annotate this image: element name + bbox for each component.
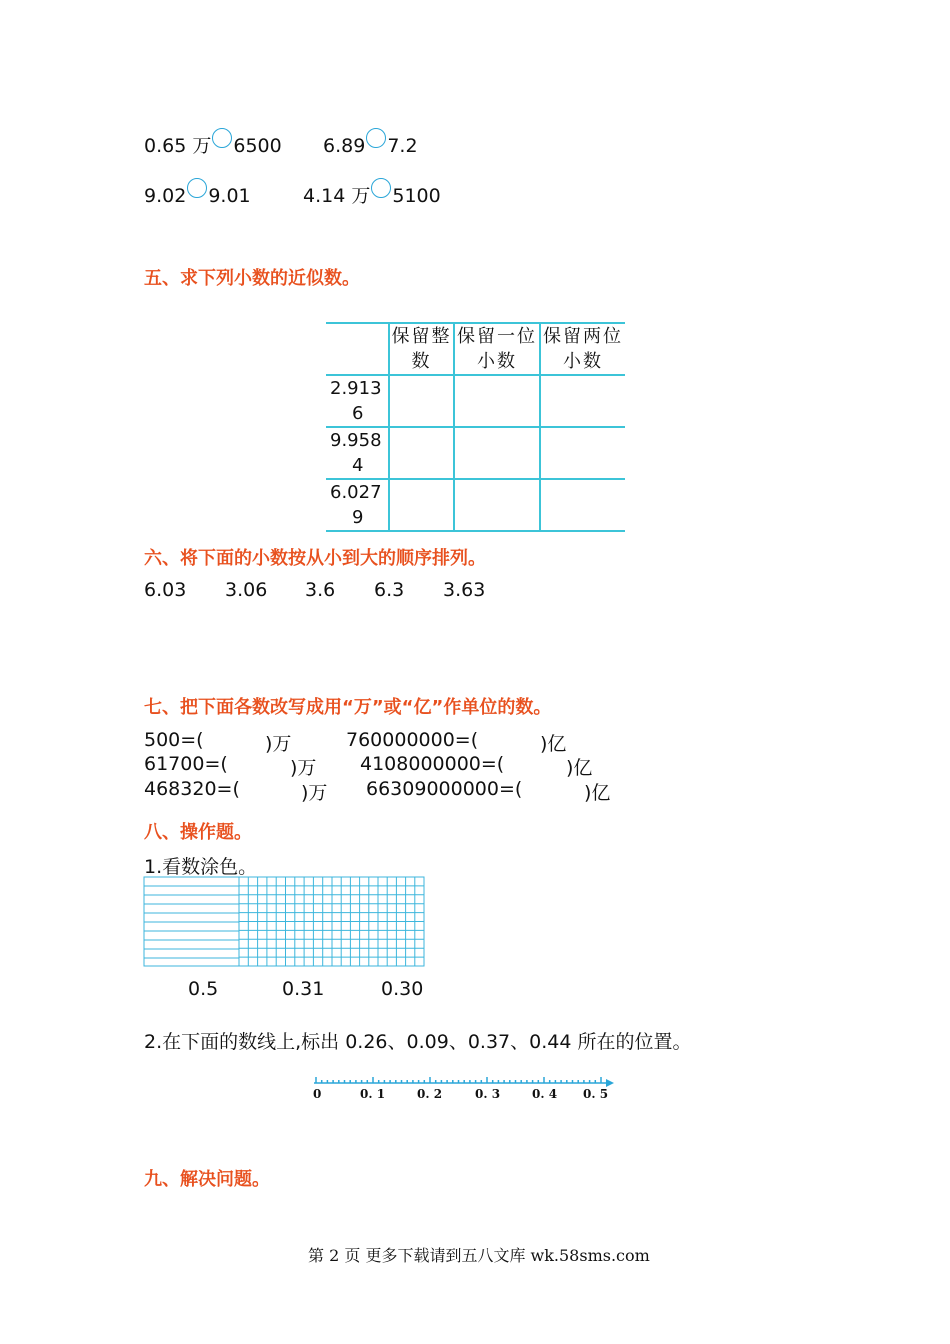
- answer-cell[interactable]: [540, 427, 625, 479]
- section-6-title: 六、将下面的小数按从小到大的顺序排列。: [144, 548, 486, 569]
- section-5-title: 五、求下列小数的近似数。: [144, 268, 360, 289]
- rewrite-unit: )亿: [540, 733, 567, 755]
- rewrite-right: 4108000000=(: [360, 753, 505, 775]
- axis-label: 0. 5: [583, 1087, 609, 1101]
- section-9-title: 九、解决问题。: [144, 1169, 270, 1190]
- rewrite-right: 760000000=(: [346, 729, 479, 751]
- number-cell: 6.027 9: [326, 479, 389, 531]
- number-line[interactable]: [308, 1072, 618, 1108]
- axis-label: 0. 1: [360, 1087, 386, 1101]
- question-2: 2.在下面的数线上,标出 0.26、0.09、0.37、0.44 所在的位置。: [144, 1031, 692, 1053]
- table-row: [326, 427, 625, 479]
- compare-left: 9.02: [144, 185, 187, 207]
- rewrite-right: 66309000000=(: [366, 778, 523, 800]
- compare-right: 9.01: [208, 185, 251, 207]
- axis-label: 0. 2: [417, 1087, 443, 1101]
- number-cell: 2.913 6: [326, 375, 389, 427]
- table-row: [326, 479, 625, 531]
- compare-right: 5100: [392, 185, 441, 207]
- section-8-title: 八、操作题。: [144, 822, 252, 843]
- axis-label: 0: [313, 1087, 322, 1101]
- compare-left: 6.89: [323, 135, 366, 157]
- compare-item: [323, 128, 418, 157]
- compare-circle-blank[interactable]: [371, 178, 391, 198]
- rewrite-left: 468320=(: [144, 778, 240, 800]
- rewrite-unit: )亿: [566, 757, 593, 779]
- axis-label: 0. 3: [475, 1087, 501, 1101]
- header-cell: 保留两位 小数: [540, 323, 625, 375]
- header-cell: 保留整 数: [389, 323, 454, 375]
- compare-row-2: [144, 178, 251, 207]
- arrow-icon: [606, 1079, 614, 1087]
- header-cell: 保留一位 小数: [454, 323, 540, 375]
- answer-cell[interactable]: [454, 427, 540, 479]
- answer-cell[interactable]: [389, 479, 454, 531]
- rewrite-left: 500=(: [144, 729, 204, 751]
- compare-circle-blank[interactable]: [212, 128, 232, 148]
- answer-cell[interactable]: [389, 375, 454, 427]
- section-7-title: 七、把下面各数改写成用“万”或“亿”作单位的数。: [144, 697, 552, 718]
- number-cell: 9.958 4: [326, 427, 389, 479]
- rewrite-unit: )万: [290, 757, 317, 779]
- compare-left: 0.65 万: [144, 135, 212, 157]
- answer-cell[interactable]: [454, 375, 540, 427]
- compare-circle-blank[interactable]: [366, 128, 386, 148]
- axis-label: 0. 4: [532, 1087, 558, 1101]
- question-1: 1.看数涂色。: [144, 856, 258, 878]
- grid-label: 0.30: [381, 978, 424, 1000]
- compare-row-1: [144, 128, 282, 158]
- grid-label: 0.31: [282, 978, 325, 1000]
- sort-number: 6.3: [374, 579, 405, 601]
- table-row: [326, 375, 625, 427]
- rewrite-unit: )万: [301, 782, 328, 804]
- compare-circle-blank[interactable]: [187, 178, 207, 198]
- sort-number: 3.63: [443, 579, 486, 601]
- sort-number: 6.03: [144, 579, 187, 601]
- rewrite-unit: )亿: [584, 782, 611, 804]
- page-footer: 第 2 页 更多下载请到五八文库 wk.58sms.com: [308, 1246, 650, 1265]
- compare-left: 4.14 万: [303, 185, 371, 207]
- answer-cell[interactable]: [454, 479, 540, 531]
- grid-label: 0.5: [188, 978, 219, 1000]
- sort-number: 3.6: [305, 579, 336, 601]
- approximation-table: [326, 322, 625, 532]
- rewrite-left: 61700=(: [144, 753, 228, 775]
- header-cell-empty: [326, 323, 389, 375]
- answer-cell[interactable]: [540, 375, 625, 427]
- compare-right: 6500: [233, 135, 282, 157]
- sort-number: 3.06: [225, 579, 268, 601]
- answer-cell[interactable]: [540, 479, 625, 531]
- compare-item: [303, 178, 441, 208]
- coloring-grids: [143, 876, 426, 969]
- rewrite-unit: )万: [265, 733, 292, 755]
- compare-right: 7.2: [387, 135, 418, 157]
- answer-cell[interactable]: [389, 427, 454, 479]
